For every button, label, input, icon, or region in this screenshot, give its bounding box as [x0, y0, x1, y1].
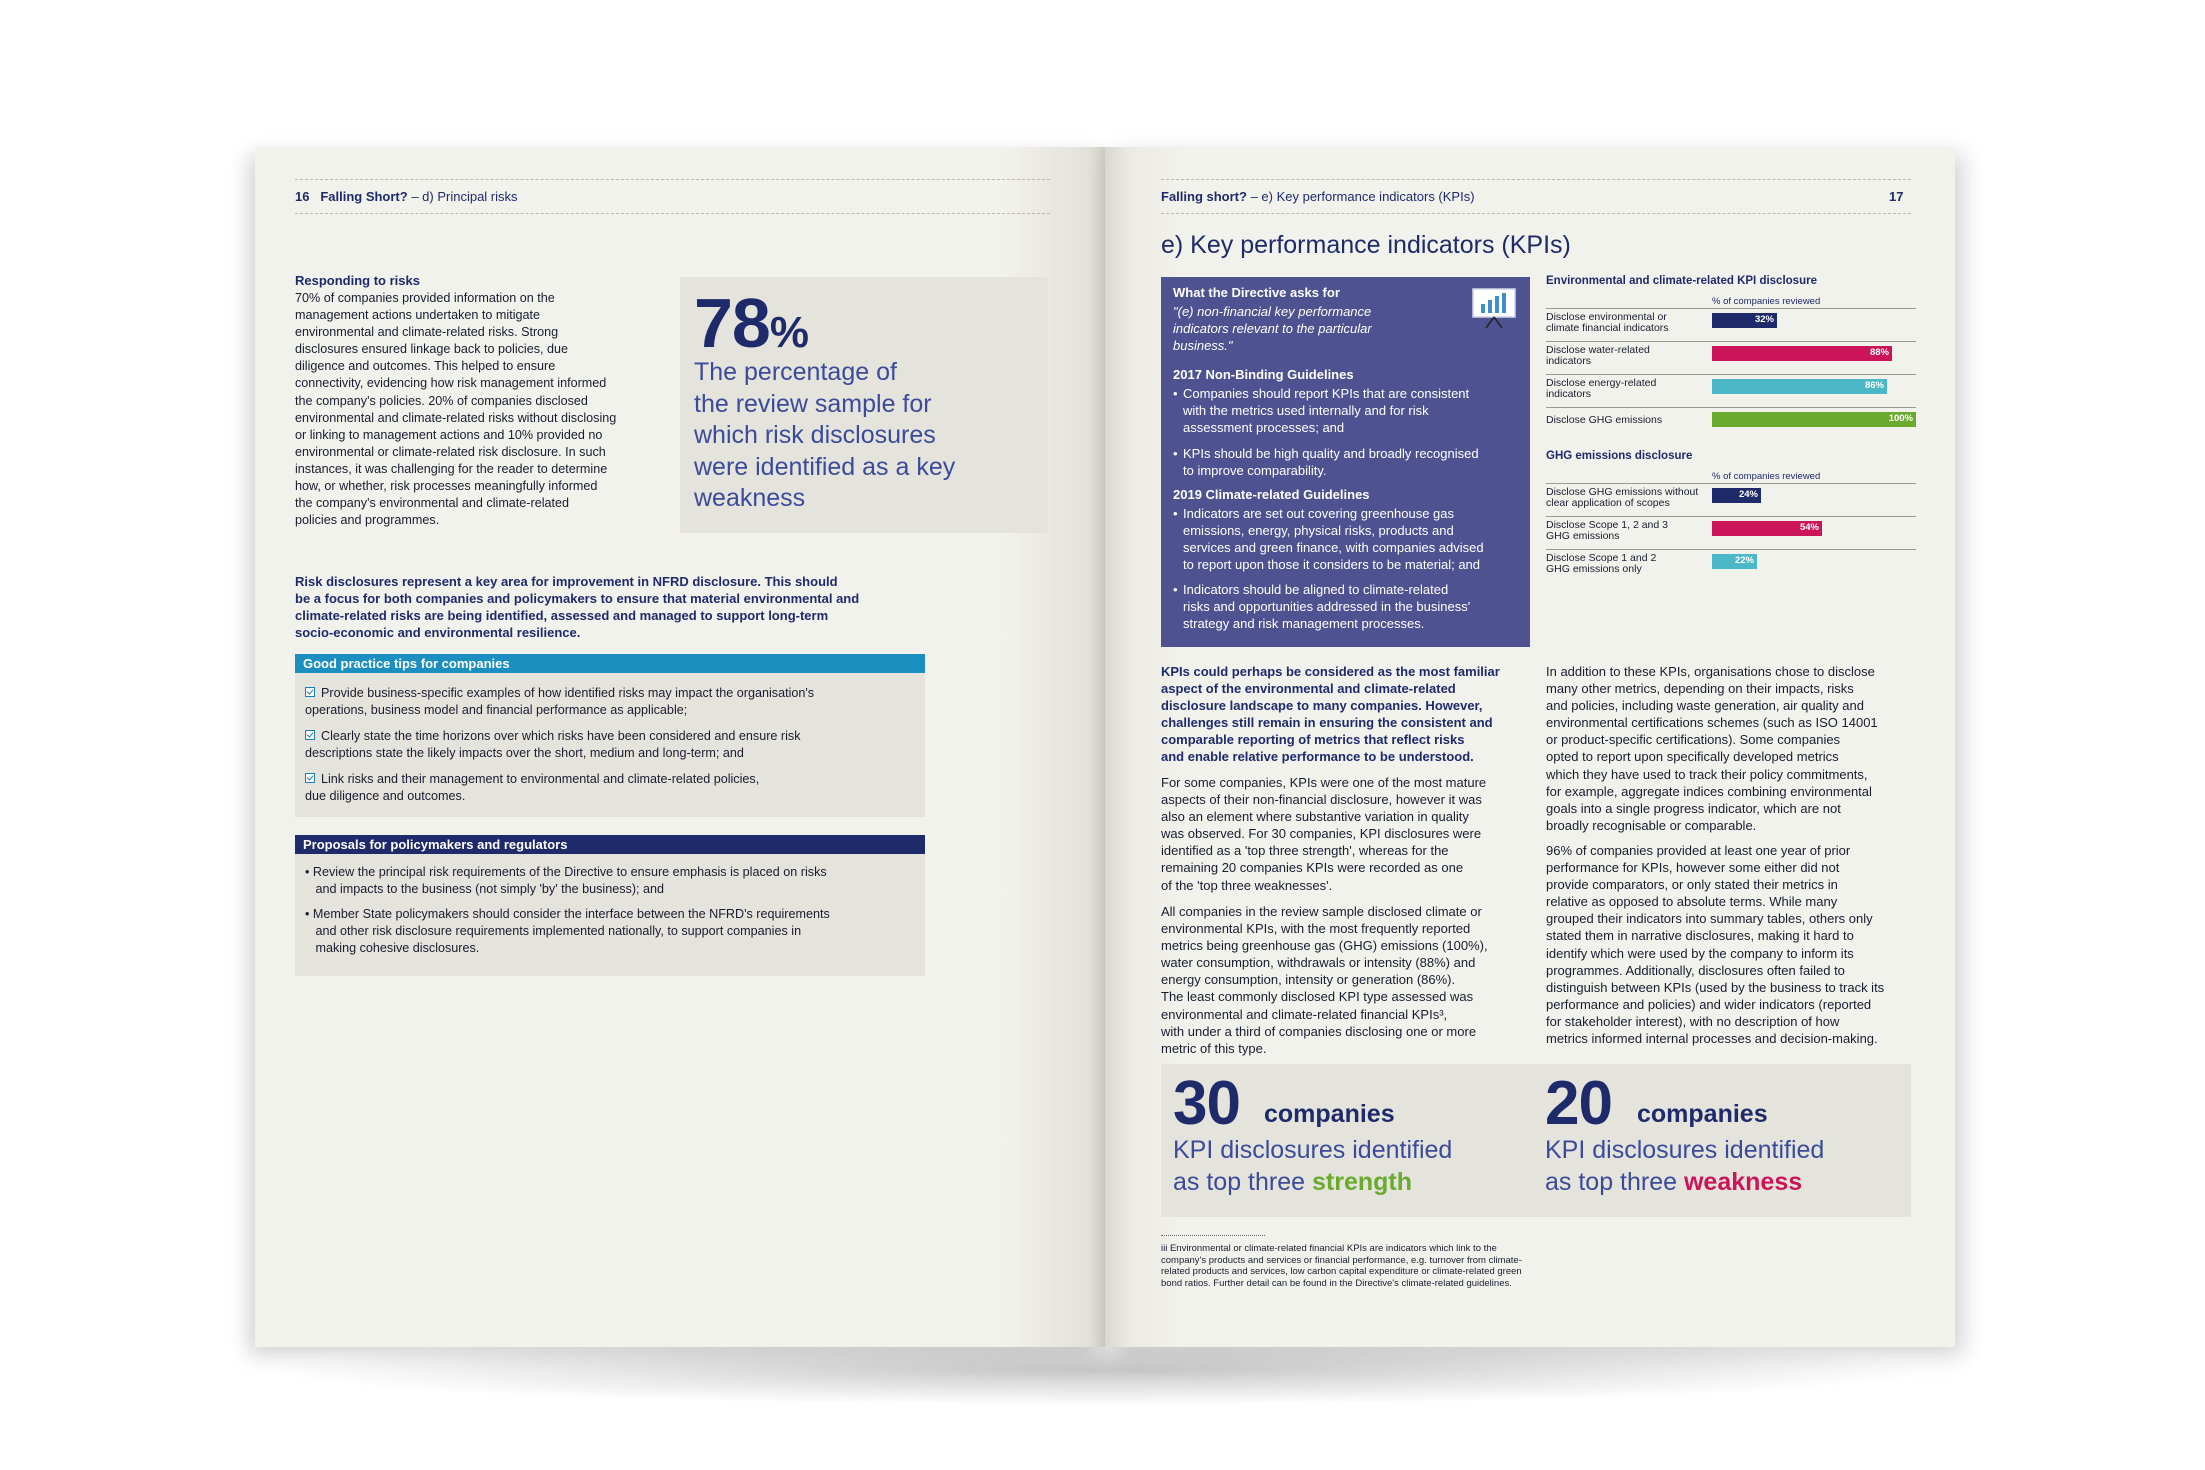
- tip-item: Clearly state the time horizons over which risks have been considered and ensure risk descriptions state the likely impacts over the short, medium and long-term; and: [305, 729, 801, 760]
- text-line: metric of this type.: [1161, 1040, 1267, 1056]
- kpi-emphasis: [1161, 663, 1531, 766]
- category-line: Disclose Scope 1, 2 and 3: [1546, 519, 1668, 531]
- chart-row: [1546, 308, 1916, 334]
- chart-bar-value: 100%: [1888, 413, 1913, 424]
- ghg-disclosure-chart: [1546, 450, 1916, 575]
- category-line: indicators: [1546, 388, 1591, 400]
- text-line: The percentage of: [694, 358, 897, 386]
- stat-caption: [694, 357, 1034, 515]
- page-header: [295, 189, 518, 204]
- text-line: "(e) non-financial key performance: [1173, 304, 1372, 319]
- chart-bar-value: 32%: [1754, 314, 1774, 325]
- text-line: environmental KPIs, with the most frequently reported: [1161, 921, 1471, 937]
- text-line: Risk disclosures represent a key area for improvement in NFRD disclosure. This should: [295, 574, 838, 589]
- kpi-paragraph: [1546, 663, 1916, 834]
- text-line: how, or whether, risk processes meaningfully informed: [295, 479, 598, 494]
- tips-title: Good practice tips for companies: [295, 654, 925, 673]
- category-line: GHG emissions: [1546, 530, 1620, 542]
- header-section-rest: – d) Principal risks: [407, 189, 518, 204]
- text-line: provide comparators, or only stated their metrics in: [1546, 877, 1838, 893]
- stat-78-box: [680, 277, 1048, 533]
- kpi-paragraph: [1546, 842, 1916, 1047]
- text-line: environmental and climate-related risks without disclosing: [295, 410, 617, 425]
- header-section-bold: Falling short?: [1161, 189, 1247, 204]
- guideline-bullet: [1173, 581, 1523, 632]
- category-line: clear application of scopes: [1546, 497, 1670, 509]
- text-line: to improve comparability.: [1183, 463, 1327, 478]
- text-line: 70% of companies provided information on the: [295, 291, 555, 305]
- chart-bar: [1712, 412, 1916, 427]
- guidelines-2017-title: 2017 Non-Binding Guidelines: [1173, 367, 1354, 382]
- text-line: broadly recognisable or comparable.: [1546, 817, 1757, 833]
- proposal-item: • Review the principal risk requirements of the Directive to ensure emphasis is placed on risks and impacts to the business (not simply 'by' the business); and: [305, 865, 827, 896]
- text-line: which risk disclosures: [694, 421, 936, 449]
- strength-count: 30: [1173, 1069, 1240, 1138]
- text-line: be a focus for both companies and policymakers to ensure that material environmental and: [295, 591, 860, 606]
- text-line: environmental or climate-related risk disclosure. In such: [295, 444, 606, 459]
- text-line: were identified as a key: [694, 452, 956, 481]
- text-line: KPIs could perhaps be considered as the most familiar: [1161, 664, 1500, 679]
- text-line: or linking to management actions and 10% provided no: [295, 427, 603, 442]
- text-line: socio-economic and environmental resilience.: [295, 625, 581, 640]
- header-section-rest: – e) Key performance indicators (KPIs): [1246, 189, 1475, 204]
- text-line: metrics informed internal processes and decision-making.: [1546, 1031, 1878, 1047]
- text-line: disclosures ensured linkage back to policies, due: [295, 342, 569, 357]
- chart-bar-value: 22%: [1734, 555, 1754, 566]
- text-line: for stakeholder interest), with no description of how: [1546, 1013, 1840, 1029]
- weakness-count: 20: [1545, 1069, 1612, 1138]
- text-line: management actions undertaken to mitigate: [295, 308, 541, 323]
- text-line: diligence and outcomes. This helped to ensure: [295, 359, 556, 374]
- footnote: [1161, 1243, 1541, 1289]
- proposals-title: Proposals for policymakers and regulators: [295, 835, 925, 854]
- guideline-bullet: [1173, 385, 1523, 436]
- chart-category-label: [1546, 553, 1711, 575]
- category-line: Disclose water-related: [1546, 344, 1650, 356]
- text-line: All companies in the review sample disclosed climate or: [1161, 904, 1482, 919]
- text-line: strategy and risk management processes.: [1183, 616, 1425, 631]
- text-line: goals into a single progress indicator, which are not: [1546, 800, 1841, 816]
- text-line: or product-specific certifications). Some companies: [1546, 732, 1841, 748]
- text-line: water consumption, withdrawals or intensity (88%) and: [1161, 955, 1476, 971]
- text-line: bond ratios. Further detail can be found in the Directive's climate-related guidelines.: [1161, 1277, 1512, 1289]
- text-line: identify which were used by the company to inform its: [1546, 945, 1854, 961]
- chart-bar-value: 24%: [1738, 489, 1758, 500]
- text-line: the review sample for: [694, 389, 932, 418]
- page-header: [1161, 189, 1475, 204]
- text-line: comparable reporting of metrics that reflect risks: [1161, 732, 1465, 748]
- text-line: many other metrics, depending on their impacts, risks: [1546, 681, 1854, 697]
- checkbox-icon: [305, 730, 315, 740]
- chart-value-label: % of companies reviewed: [1712, 471, 1821, 482]
- text-line: instances, it was challenging for the reader to determine: [295, 461, 608, 476]
- header-section-bold: Falling Short?: [320, 189, 408, 204]
- text-line: related products and services, low carbon capital expenditure or climate-related green: [1161, 1266, 1522, 1277]
- weakness-caption: KPI disclosures identified as top three weakness: [1545, 1136, 1825, 1196]
- left-page: [255, 147, 1105, 1347]
- text-line: In addition to these KPIs, organisations chose to disclose: [1546, 664, 1875, 679]
- text-line: also an element where substantive variation in quality: [1161, 809, 1469, 825]
- chart-bar: [1712, 521, 1822, 536]
- text-line: policies and programmes.: [295, 513, 440, 528]
- category-line: indicators: [1546, 355, 1591, 367]
- guideline-bullet: [1173, 505, 1523, 573]
- chart-category-label: [1546, 345, 1711, 367]
- chart-row: [1546, 374, 1916, 400]
- chart-row: [1546, 516, 1916, 542]
- responding-title: Responding to risks: [295, 273, 420, 288]
- text-line: weakness: [694, 484, 806, 512]
- chart-row: [1546, 407, 1916, 426]
- category-line: Disclose GHG emissions: [1546, 414, 1663, 426]
- category-line: Disclose energy-related: [1546, 377, 1657, 389]
- chart-row: [1546, 549, 1916, 575]
- text-line: KPIs should be high quality and broadly recognised: [1183, 446, 1479, 461]
- text-line: For some companies, KPIs were one of the most mature: [1161, 775, 1487, 790]
- chart-category-label: [1546, 312, 1711, 334]
- chart-easel-icon: [1471, 287, 1517, 329]
- chart-category-label: [1546, 378, 1711, 400]
- chart-title: GHG emissions disclosure: [1546, 450, 1693, 462]
- text-line: identified as a 'top three strength', whereas for the: [1161, 843, 1449, 859]
- page-number: 16: [295, 189, 310, 204]
- text-line: environmental and climate-related risks. Strong: [295, 325, 559, 340]
- text-line: which they have used to track their policy commitments,: [1546, 766, 1868, 782]
- tip-item: Provide business-specific examples of how identified risks may impact the organisation's operations, business model and financial performance as applicable;: [305, 686, 815, 717]
- directive-quote: [1173, 303, 1413, 354]
- category-line: Disclose environmental or: [1546, 311, 1667, 323]
- header-rule: [295, 179, 1050, 180]
- category-line: Disclose Scope 1 and 2: [1546, 552, 1657, 564]
- chart-bar: [1712, 313, 1777, 328]
- right-page: [1105, 147, 1955, 1347]
- header-rule-bottom: [1161, 213, 1911, 214]
- page-number: 17: [1889, 189, 1904, 204]
- chart-bar-value: 86%: [1864, 380, 1884, 391]
- text-line: energy consumption, intensity or generation (86%).: [1161, 972, 1456, 988]
- text-line: remaining 20 companies KPIs were recorded as one: [1161, 860, 1464, 876]
- text-line: 96% of companies provided at least one year of prior: [1546, 843, 1851, 858]
- text-line: relative as opposed to absolute terms. While many: [1546, 894, 1838, 910]
- header-rule: [1161, 179, 1911, 180]
- text-line: and policies, including waste generation, air quality and: [1546, 698, 1864, 714]
- page-title: e) Key performance indicators (KPIs): [1161, 231, 1571, 259]
- text-line: distinguish between KPIs (used by the business to track its: [1546, 979, 1885, 995]
- weakness-unit: companies: [1637, 1100, 1768, 1128]
- text-line: emissions, energy, physical risks, products and: [1183, 523, 1454, 538]
- header-rule-bottom: [295, 213, 1050, 214]
- stat-number: 78%: [694, 284, 808, 362]
- footnote-rule: [1161, 1235, 1265, 1236]
- text-line: environmental certifications schemes (such as ISO 14001: [1546, 715, 1878, 731]
- category-line: Disclose GHG emissions without: [1546, 486, 1699, 498]
- directive-box: [1161, 277, 1530, 647]
- chart-value-label: % of companies reviewed: [1712, 296, 1821, 307]
- text-line: opted to report upon specifically developed metrics: [1546, 749, 1839, 765]
- kpi-paragraph: [1161, 903, 1531, 1057]
- category-line: climate financial indicators: [1546, 322, 1669, 334]
- text-line: and enable relative performance to be understood.: [1161, 749, 1474, 765]
- text-line: business.": [1173, 338, 1233, 353]
- companies-stat-box: [1161, 1064, 1911, 1217]
- text-line: was observed. For 30 companies, KPI disclosures were: [1161, 826, 1482, 842]
- tip-item: Link risks and their management to environmental and climate-related policies, due diligence and outcomes.: [305, 772, 760, 803]
- responding-paragraph: [295, 290, 675, 529]
- text-line: challenges still remain in ensuring the consistent and: [1161, 715, 1493, 731]
- text-line: the company's environmental and climate-related: [295, 496, 570, 511]
- chart-bar: [1712, 346, 1892, 361]
- checkbox-icon: [305, 773, 315, 783]
- text-line: the company's policies. 20% of companies disclosed: [295, 393, 588, 408]
- chart-title: Environmental and climate-related KPI disclosure: [1546, 275, 1817, 287]
- checkbox-icon: [305, 687, 315, 697]
- chart-bar: [1712, 379, 1887, 394]
- text-line: aspects of their non-financial disclosure, however it was: [1161, 792, 1482, 808]
- chart-category-label: [1546, 415, 1711, 426]
- text-line: programmes. Additionally, disclosures often failed to: [1546, 962, 1845, 978]
- tips-box: [295, 673, 925, 817]
- chart-bar: [1712, 488, 1761, 503]
- strength-unit: companies: [1264, 1100, 1395, 1128]
- text-line: indicators relevant to the particular: [1173, 321, 1372, 336]
- text-line: iii Environmental or climate-related financial KPIs are indicators which link to the: [1161, 1243, 1497, 1254]
- chart-bar-value: 54%: [1799, 522, 1819, 533]
- text-line: grouped their indicators into summary tables, others only: [1546, 911, 1873, 927]
- text-line: metrics being greenhouse gas (GHG) emissions (100%),: [1161, 938, 1488, 954]
- text-line: performance and policies) and wider indicators (reported: [1546, 996, 1872, 1012]
- text-line: aspect of the environmental and climate-related: [1161, 681, 1456, 697]
- kpi-paragraph: [1161, 774, 1531, 894]
- proposal-item: • Member State policymakers should consider the interface between the NFRD's requirements and other risk disclosure requirements implemented nationally, to support companies in making cohesive disclosures.: [305, 907, 830, 955]
- chart-row: [1546, 483, 1916, 509]
- chart-category-label: [1546, 520, 1711, 542]
- text-line: climate-related risks are being identified, assessed and managed to support long-term: [295, 608, 829, 623]
- text-line: to report upon those it considers to be material; and: [1183, 557, 1481, 572]
- chart-bar-value: 88%: [1869, 347, 1889, 358]
- proposals-box: [295, 854, 925, 976]
- guidelines-2019-title: 2019 Climate-related Guidelines: [1173, 487, 1370, 502]
- text-line: with the metrics used internally and for risk: [1183, 403, 1429, 418]
- text-line: with under a third of companies disclosing one or more: [1161, 1023, 1477, 1039]
- text-line: Companies should report KPIs that are consistent: [1183, 386, 1470, 401]
- category-line: GHG emissions only: [1546, 563, 1642, 575]
- chart-category-label: [1546, 487, 1711, 509]
- directive-title: What the Directive asks for: [1173, 285, 1340, 300]
- text-line: Indicators are set out covering greenhouse gas: [1183, 506, 1455, 521]
- kpi-disclosure-chart: [1546, 275, 1916, 426]
- text-line: risks and opportunities addressed in the business': [1183, 599, 1471, 614]
- guideline-bullet: [1173, 445, 1523, 479]
- text-line: of the 'top three weaknesses'.: [1161, 877, 1333, 893]
- text-line: environmental and climate-related financial KPIs³,: [1161, 1006, 1448, 1022]
- chart-row: [1546, 341, 1916, 367]
- text-line: performance for KPIs, however some either did not: [1546, 860, 1840, 876]
- text-line: company's products and services or financial performance, e.g. turnover from climate-: [1161, 1254, 1522, 1266]
- text-line: The least commonly disclosed KPI type assessed was: [1161, 989, 1474, 1005]
- text-line: services and green finance, with companies advised: [1183, 540, 1484, 555]
- text-line: assessment processes; and: [1183, 420, 1345, 435]
- text-line: stated them in narrative disclosures, making it hard to: [1546, 928, 1854, 944]
- text-line: connectivity, evidencing how risk management informed: [295, 376, 607, 391]
- strength-caption: KPI disclosures identified as top three strength: [1173, 1136, 1453, 1196]
- text-line: Indicators should be aligned to climate-related: [1183, 582, 1449, 597]
- text-line: for example, aggregate indices combining environmental: [1546, 783, 1872, 799]
- risk-emphasis: [295, 573, 945, 641]
- text-line: disclosure landscape to many companies. However,: [1161, 698, 1483, 714]
- chart-bar: [1712, 554, 1757, 569]
